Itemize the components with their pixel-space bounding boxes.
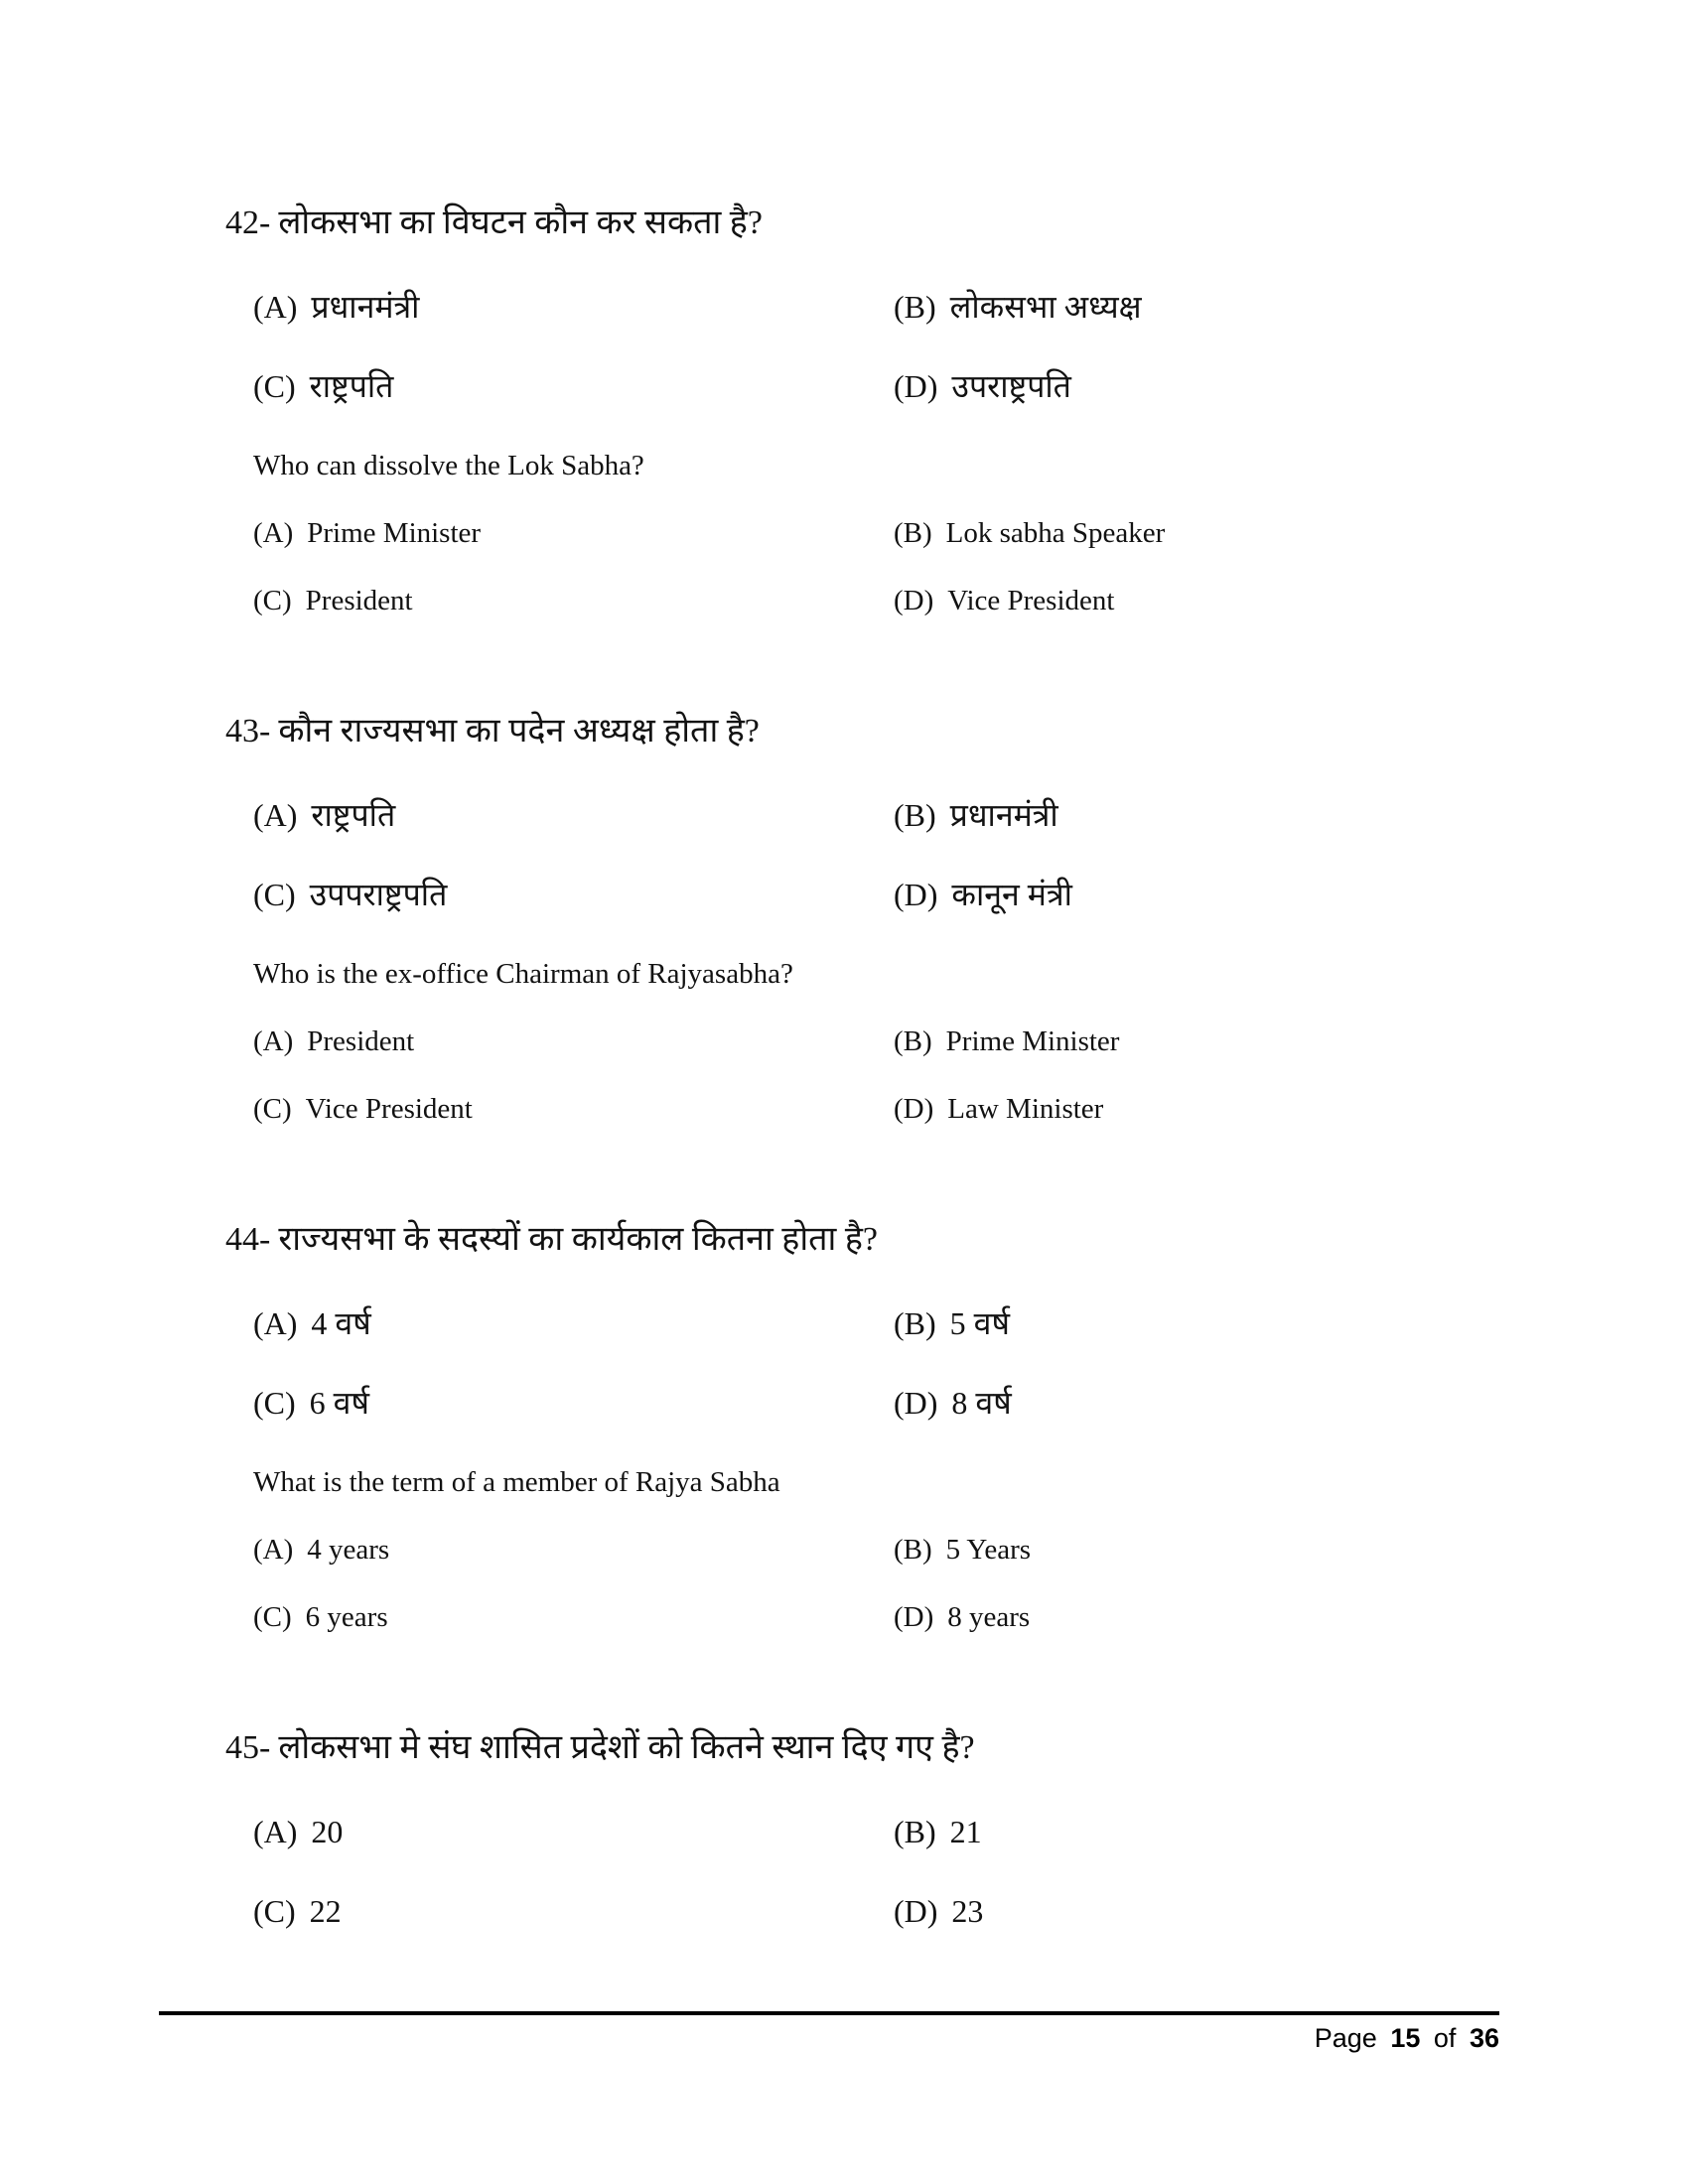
option-a-hindi	[253, 282, 894, 332]
option-label: (D)	[894, 1893, 938, 1929]
hindi-options-row-cd	[0, 1886, 1688, 1936]
option-b-hindi	[894, 790, 1058, 840]
option-a-hindi	[253, 1298, 894, 1348]
option-text: 6 years	[305, 1601, 388, 1633]
question-text-hindi: कौन राज्यसभा का पदेन अध्यक्ष होता है?	[278, 713, 760, 750]
option-text: 22	[309, 1893, 342, 1929]
option-text: लोकसभा अध्यक्ष	[949, 289, 1142, 325]
question-text-hindi: राज्यसभा के सदस्यों का कार्यकाल कितना होता है?	[278, 1221, 878, 1258]
page-number: 15	[1390, 2023, 1421, 2053]
option-label: (C)	[253, 1893, 296, 1929]
option-label: (C)	[253, 585, 292, 616]
question-number: 44-	[225, 1221, 271, 1258]
question-block-45	[0, 1723, 1688, 1936]
option-label: (A)	[253, 289, 298, 325]
option-text: President	[307, 1025, 415, 1057]
page-footer	[159, 2023, 1499, 2053]
option-label: (C)	[253, 1601, 292, 1633]
hindi-options-row-cd	[0, 870, 1688, 919]
option-text: कानून मंत्री	[951, 877, 1072, 912]
option-text: 4 वर्ष	[311, 1305, 371, 1341]
option-label: (A)	[253, 1305, 298, 1341]
question-number: 42-	[225, 205, 271, 241]
option-b-english	[894, 1527, 1031, 1572]
option-c-hindi	[253, 870, 894, 919]
option-d-hindi	[894, 1886, 983, 1936]
option-label: (D)	[894, 1093, 934, 1125]
question-title-hindi	[0, 1215, 1688, 1265]
question-text-english: What is the term of a member of Rajya Sabha	[253, 1466, 780, 1498]
option-label: (B)	[894, 289, 936, 325]
option-label: (B)	[894, 1814, 936, 1849]
option-label: (A)	[253, 797, 298, 833]
option-label: (B)	[894, 517, 932, 549]
question-block-43	[0, 707, 1688, 1132]
option-text: 4 years	[307, 1534, 390, 1566]
option-text: 5 वर्ष	[949, 1305, 1010, 1341]
hindi-options-row-ab	[0, 282, 1688, 332]
option-a-english	[253, 1527, 894, 1572]
option-c-english	[253, 578, 894, 623]
option-text: 8 वर्ष	[951, 1385, 1012, 1421]
question-text-english: Who can dissolve the Lok Sabha?	[253, 450, 644, 481]
question-number: 45-	[225, 1729, 271, 1766]
english-options-row-ab	[0, 1527, 1688, 1572]
option-b-hindi	[894, 282, 1142, 332]
option-b-english	[894, 510, 1165, 556]
option-label: (A)	[253, 1814, 298, 1849]
question-title-hindi	[0, 707, 1688, 756]
question-text-english: Who is the ex-office Chairman of Rajyasabha?	[253, 958, 793, 990]
option-a-english	[253, 510, 894, 556]
option-text: Prime Minister	[307, 517, 482, 549]
option-text: 8 years	[947, 1601, 1031, 1633]
option-label: (C)	[253, 877, 296, 912]
option-text: प्रधानमंत्री	[311, 289, 420, 325]
option-label: (D)	[894, 877, 938, 912]
hindi-options-row-cd	[0, 1378, 1688, 1428]
english-options-row-ab	[0, 1019, 1688, 1064]
footer-prefix: Page	[1314, 2023, 1377, 2053]
option-b-english	[894, 1019, 1119, 1064]
option-b-hindi	[894, 1298, 1010, 1348]
question-number: 43-	[225, 713, 271, 750]
option-label: (B)	[894, 797, 936, 833]
question-block-44	[0, 1215, 1688, 1640]
option-text: 21	[949, 1814, 982, 1849]
option-text: उपराष्ट्रपति	[951, 368, 1071, 404]
english-options-row-cd	[0, 1086, 1688, 1132]
option-c-hindi	[253, 361, 894, 411]
option-text: Prime Minister	[945, 1025, 1120, 1057]
option-text: 23	[951, 1893, 984, 1929]
option-d-english	[894, 1086, 1103, 1132]
option-label: (B)	[894, 1534, 932, 1566]
option-c-hindi	[253, 1886, 894, 1936]
option-a-hindi	[253, 790, 894, 840]
option-label: (C)	[253, 1093, 292, 1125]
option-text: Law Minister	[947, 1093, 1104, 1125]
option-text: प्रधानमंत्री	[949, 797, 1058, 833]
hindi-options-row-ab	[0, 790, 1688, 840]
hindi-options-row-ab	[0, 1807, 1688, 1856]
questions-area	[0, 199, 1688, 2019]
option-text: 5 Years	[945, 1534, 1032, 1566]
option-a-hindi	[253, 1807, 894, 1856]
footer-divider	[159, 2011, 1499, 2015]
total-pages: 36	[1469, 2023, 1499, 2053]
option-text: राष्ट्रपति	[309, 368, 394, 404]
question-block-42	[0, 199, 1688, 623]
option-d-english	[894, 578, 1114, 623]
option-b-hindi	[894, 1807, 982, 1856]
english-options-row-cd	[0, 578, 1688, 623]
option-c-english	[253, 1594, 894, 1640]
option-label: (C)	[253, 368, 296, 404]
option-label: (A)	[253, 1534, 294, 1566]
option-text: Vice President	[947, 585, 1115, 616]
english-options-row-ab	[0, 510, 1688, 556]
option-text: उपपराष्ट्रपति	[309, 877, 448, 912]
option-label: (A)	[253, 517, 294, 549]
option-label: (C)	[253, 1385, 296, 1421]
hindi-options-row-cd	[0, 361, 1688, 411]
question-text-hindi: लोकसभा मे संघ शासित प्रदेशों को कितने स्थान दिए गए है?	[278, 1729, 975, 1766]
option-text: 6 वर्ष	[309, 1385, 369, 1421]
option-d-hindi	[894, 361, 1071, 411]
option-d-english	[894, 1594, 1030, 1640]
footer-separator: of	[1433, 2023, 1457, 2053]
question-title-hindi	[0, 199, 1688, 248]
english-options-row-cd	[0, 1594, 1688, 1640]
question-text-hindi: लोकसभा का विघटन कौन कर सकता है?	[278, 205, 763, 241]
option-d-hindi	[894, 870, 1072, 919]
option-label: (B)	[894, 1305, 936, 1341]
option-text: 20	[311, 1814, 344, 1849]
option-c-hindi	[253, 1378, 894, 1428]
option-c-english	[253, 1086, 894, 1132]
option-label: (D)	[894, 1385, 938, 1421]
option-label: (A)	[253, 1025, 294, 1057]
option-text: राष्ट्रपति	[311, 797, 396, 833]
option-a-english	[253, 1019, 894, 1064]
option-d-hindi	[894, 1378, 1012, 1428]
option-label: (D)	[894, 1601, 934, 1633]
option-label: (D)	[894, 368, 938, 404]
option-text: Vice President	[305, 1093, 473, 1125]
option-text: President	[305, 585, 413, 616]
option-label: (D)	[894, 585, 934, 616]
option-label: (B)	[894, 1025, 932, 1057]
option-text: Lok sabha Speaker	[945, 517, 1166, 549]
question-title-hindi	[0, 1723, 1688, 1773]
hindi-options-row-ab	[0, 1298, 1688, 1348]
